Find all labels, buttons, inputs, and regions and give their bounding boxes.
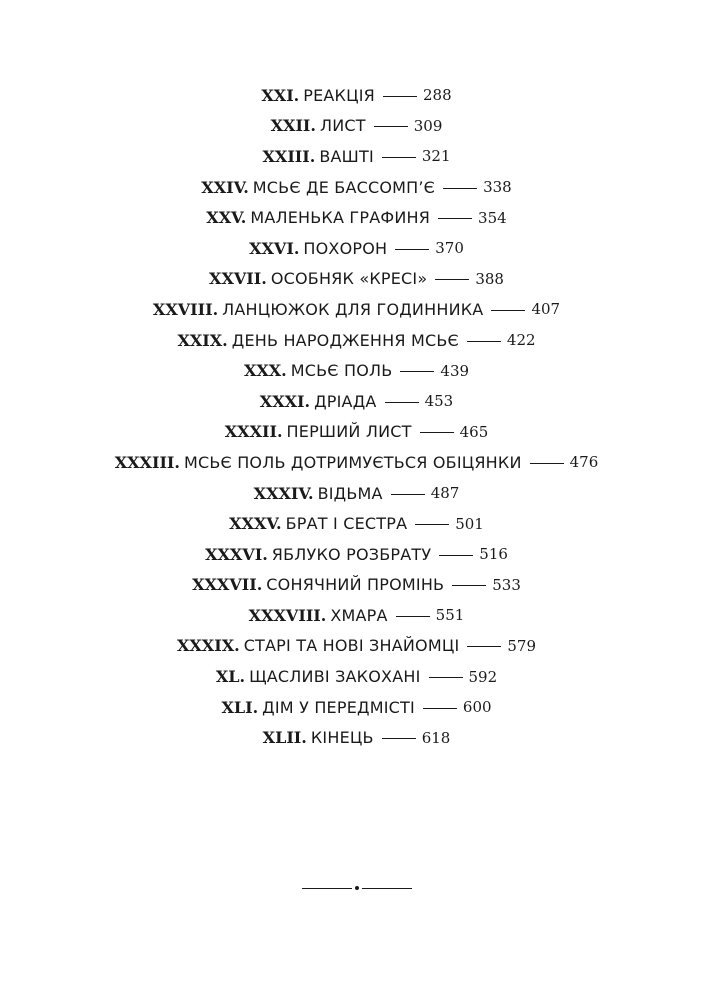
- chapter-numeral: XXXI.: [259, 391, 311, 411]
- leader-dash: [443, 188, 477, 189]
- chapter-numeral: XLI.: [221, 697, 259, 717]
- leader-dash: [383, 96, 417, 97]
- toc-entry: [0, 233, 713, 264]
- toc-entry: [0, 722, 713, 753]
- leader-dash: [391, 494, 425, 495]
- chapter-title: РЕАКЦІЯ: [303, 85, 375, 105]
- ornament-line-left: [302, 888, 352, 889]
- chapter-title: МСЬЄ ПОЛЬ: [290, 361, 393, 381]
- page-number: 338: [483, 178, 512, 197]
- chapter-title: КІНЕЦЬ: [310, 728, 374, 748]
- chapter-numeral: XXXVII.: [192, 575, 263, 595]
- chapter-title: ЛАНЦЮЖОК ДЛЯ ГОДИННИКА: [222, 299, 484, 319]
- leader-dash: [374, 126, 408, 127]
- chapter-numeral: XXXIII.: [114, 452, 180, 472]
- toc-entry: [0, 661, 713, 692]
- page-number: 422: [506, 331, 536, 350]
- page-number: 407: [531, 300, 561, 319]
- page-number: 370: [435, 239, 464, 258]
- leader-dash: [435, 279, 469, 280]
- page-number: 309: [413, 116, 443, 135]
- chapter-numeral: XXXVIII.: [248, 605, 327, 625]
- leader-dash: [385, 402, 419, 403]
- toc-entry: [0, 141, 713, 172]
- page-number: 487: [430, 484, 460, 503]
- page-number: 533: [492, 575, 521, 594]
- chapter-numeral: XXVIII.: [152, 299, 219, 319]
- toc-entry: [0, 355, 713, 386]
- toc-entry: [0, 447, 713, 478]
- leader-dash: [530, 463, 564, 464]
- chapter-numeral: XXXII.: [224, 422, 283, 442]
- toc-entry: [0, 508, 713, 539]
- page-number: 501: [455, 514, 484, 533]
- page-number: 354: [478, 208, 507, 227]
- page-number: 600: [462, 698, 492, 717]
- toc-entry: [0, 325, 713, 356]
- page-number: 439: [440, 361, 470, 380]
- page-number: 516: [479, 545, 508, 564]
- chapter-title: ЛИСТ: [319, 116, 366, 136]
- chapter-numeral: XXII.: [270, 116, 316, 136]
- table-of-contents: [0, 80, 713, 753]
- leader-dash: [438, 218, 472, 219]
- toc-entry: [0, 264, 713, 295]
- chapter-numeral: XXXV.: [229, 514, 282, 534]
- chapter-title: ХМАРА: [330, 605, 388, 625]
- chapter-numeral: XXVI.: [249, 238, 300, 258]
- toc-entry: [0, 478, 713, 509]
- leader-dash: [429, 677, 463, 678]
- toc-entry: [0, 202, 713, 233]
- leader-dash: [396, 616, 430, 617]
- toc-entry: [0, 692, 713, 723]
- chapter-numeral: XXXIV.: [253, 483, 314, 503]
- leader-dash: [439, 555, 473, 556]
- toc-entry: [0, 600, 713, 631]
- chapter-numeral: XXXVI.: [205, 544, 268, 564]
- leader-dash: [420, 432, 454, 433]
- toc-entry: [0, 294, 713, 325]
- chapter-title: ЯБЛУКО РОЗБРАТУ: [271, 544, 432, 564]
- leader-dash: [467, 341, 501, 342]
- chapter-numeral: XXIII.: [262, 146, 316, 166]
- page-number: 321: [421, 147, 451, 166]
- leader-dash: [400, 371, 434, 372]
- toc-entry: [0, 417, 713, 448]
- chapter-numeral: XLII.: [262, 728, 307, 748]
- toc-entry: [0, 570, 713, 601]
- chapter-title: ПЕРШИЙ ЛИСТ: [286, 422, 412, 442]
- end-ornament: [0, 886, 713, 890]
- chapter-numeral: XL.: [215, 667, 246, 687]
- page-number: 551: [435, 606, 465, 625]
- toc-entry: [0, 631, 713, 662]
- toc-entry: [0, 386, 713, 417]
- chapter-title: БРАТ І СЕСТРА: [285, 514, 408, 534]
- chapter-title: ДІМ У ПЕРЕДМІСТІ: [262, 697, 415, 717]
- leader-dash: [415, 524, 449, 525]
- chapter-title: ВІДЬМА: [317, 483, 383, 503]
- page-number: 592: [468, 667, 498, 686]
- chapter-title: ПОХОРОН: [303, 238, 388, 258]
- chapter-numeral: XXI.: [261, 85, 300, 105]
- chapter-title: ОСОБНЯК «КРЕСІ»: [270, 269, 428, 289]
- chapter-title: ДРІАДА: [314, 391, 377, 411]
- ornament-dot: [355, 886, 359, 890]
- chapter-title: ЩАСЛИВІ ЗАКОХАНІ: [249, 667, 421, 687]
- toc-entry: [0, 539, 713, 570]
- chapter-numeral: XXV.: [206, 208, 247, 228]
- toc-entry: [0, 111, 713, 142]
- leader-dash: [491, 310, 525, 311]
- ornament-line-right: [362, 888, 412, 889]
- toc-entry: [0, 80, 713, 111]
- chapter-numeral: XXX.: [243, 361, 287, 381]
- chapter-title: ДЕНЬ НАРОДЖЕННЯ МСЬЄ: [231, 330, 459, 350]
- chapter-numeral: XXIX.: [177, 330, 228, 350]
- toc-entry: [0, 172, 713, 203]
- page-number: 476: [569, 453, 599, 472]
- leader-dash: [382, 738, 416, 739]
- page-number: 579: [507, 636, 537, 655]
- page-number: 618: [421, 728, 451, 747]
- leader-dash: [423, 708, 457, 709]
- leader-dash: [467, 646, 501, 647]
- chapter-numeral: XXVII.: [209, 269, 267, 289]
- chapter-title: СТАРІ ТА НОВІ ЗНАЙОМЦІ: [243, 636, 460, 656]
- chapter-title: ВАШТІ: [319, 146, 374, 166]
- page-number: 288: [422, 86, 452, 105]
- chapter-title: МАЛЕНЬКА ГРАФИНЯ: [250, 208, 431, 228]
- leader-dash: [395, 249, 429, 250]
- page-number: 388: [475, 269, 504, 288]
- leader-dash: [382, 157, 416, 158]
- chapter-numeral: XXXIX.: [176, 636, 240, 656]
- page-number: 453: [424, 392, 454, 411]
- chapter-numeral: XXIV.: [201, 177, 249, 197]
- page-number: 465: [459, 422, 489, 441]
- chapter-title: МСЬЄ ДЕ БАССОМП’Є: [252, 177, 436, 197]
- leader-dash: [452, 585, 486, 586]
- chapter-title: МСЬЄ ПОЛЬ ДОТРИМУЄТЬСЯ ОБІЦЯНКИ: [183, 452, 522, 472]
- chapter-title: СОНЯЧНИЙ ПРОМІНЬ: [266, 575, 445, 595]
